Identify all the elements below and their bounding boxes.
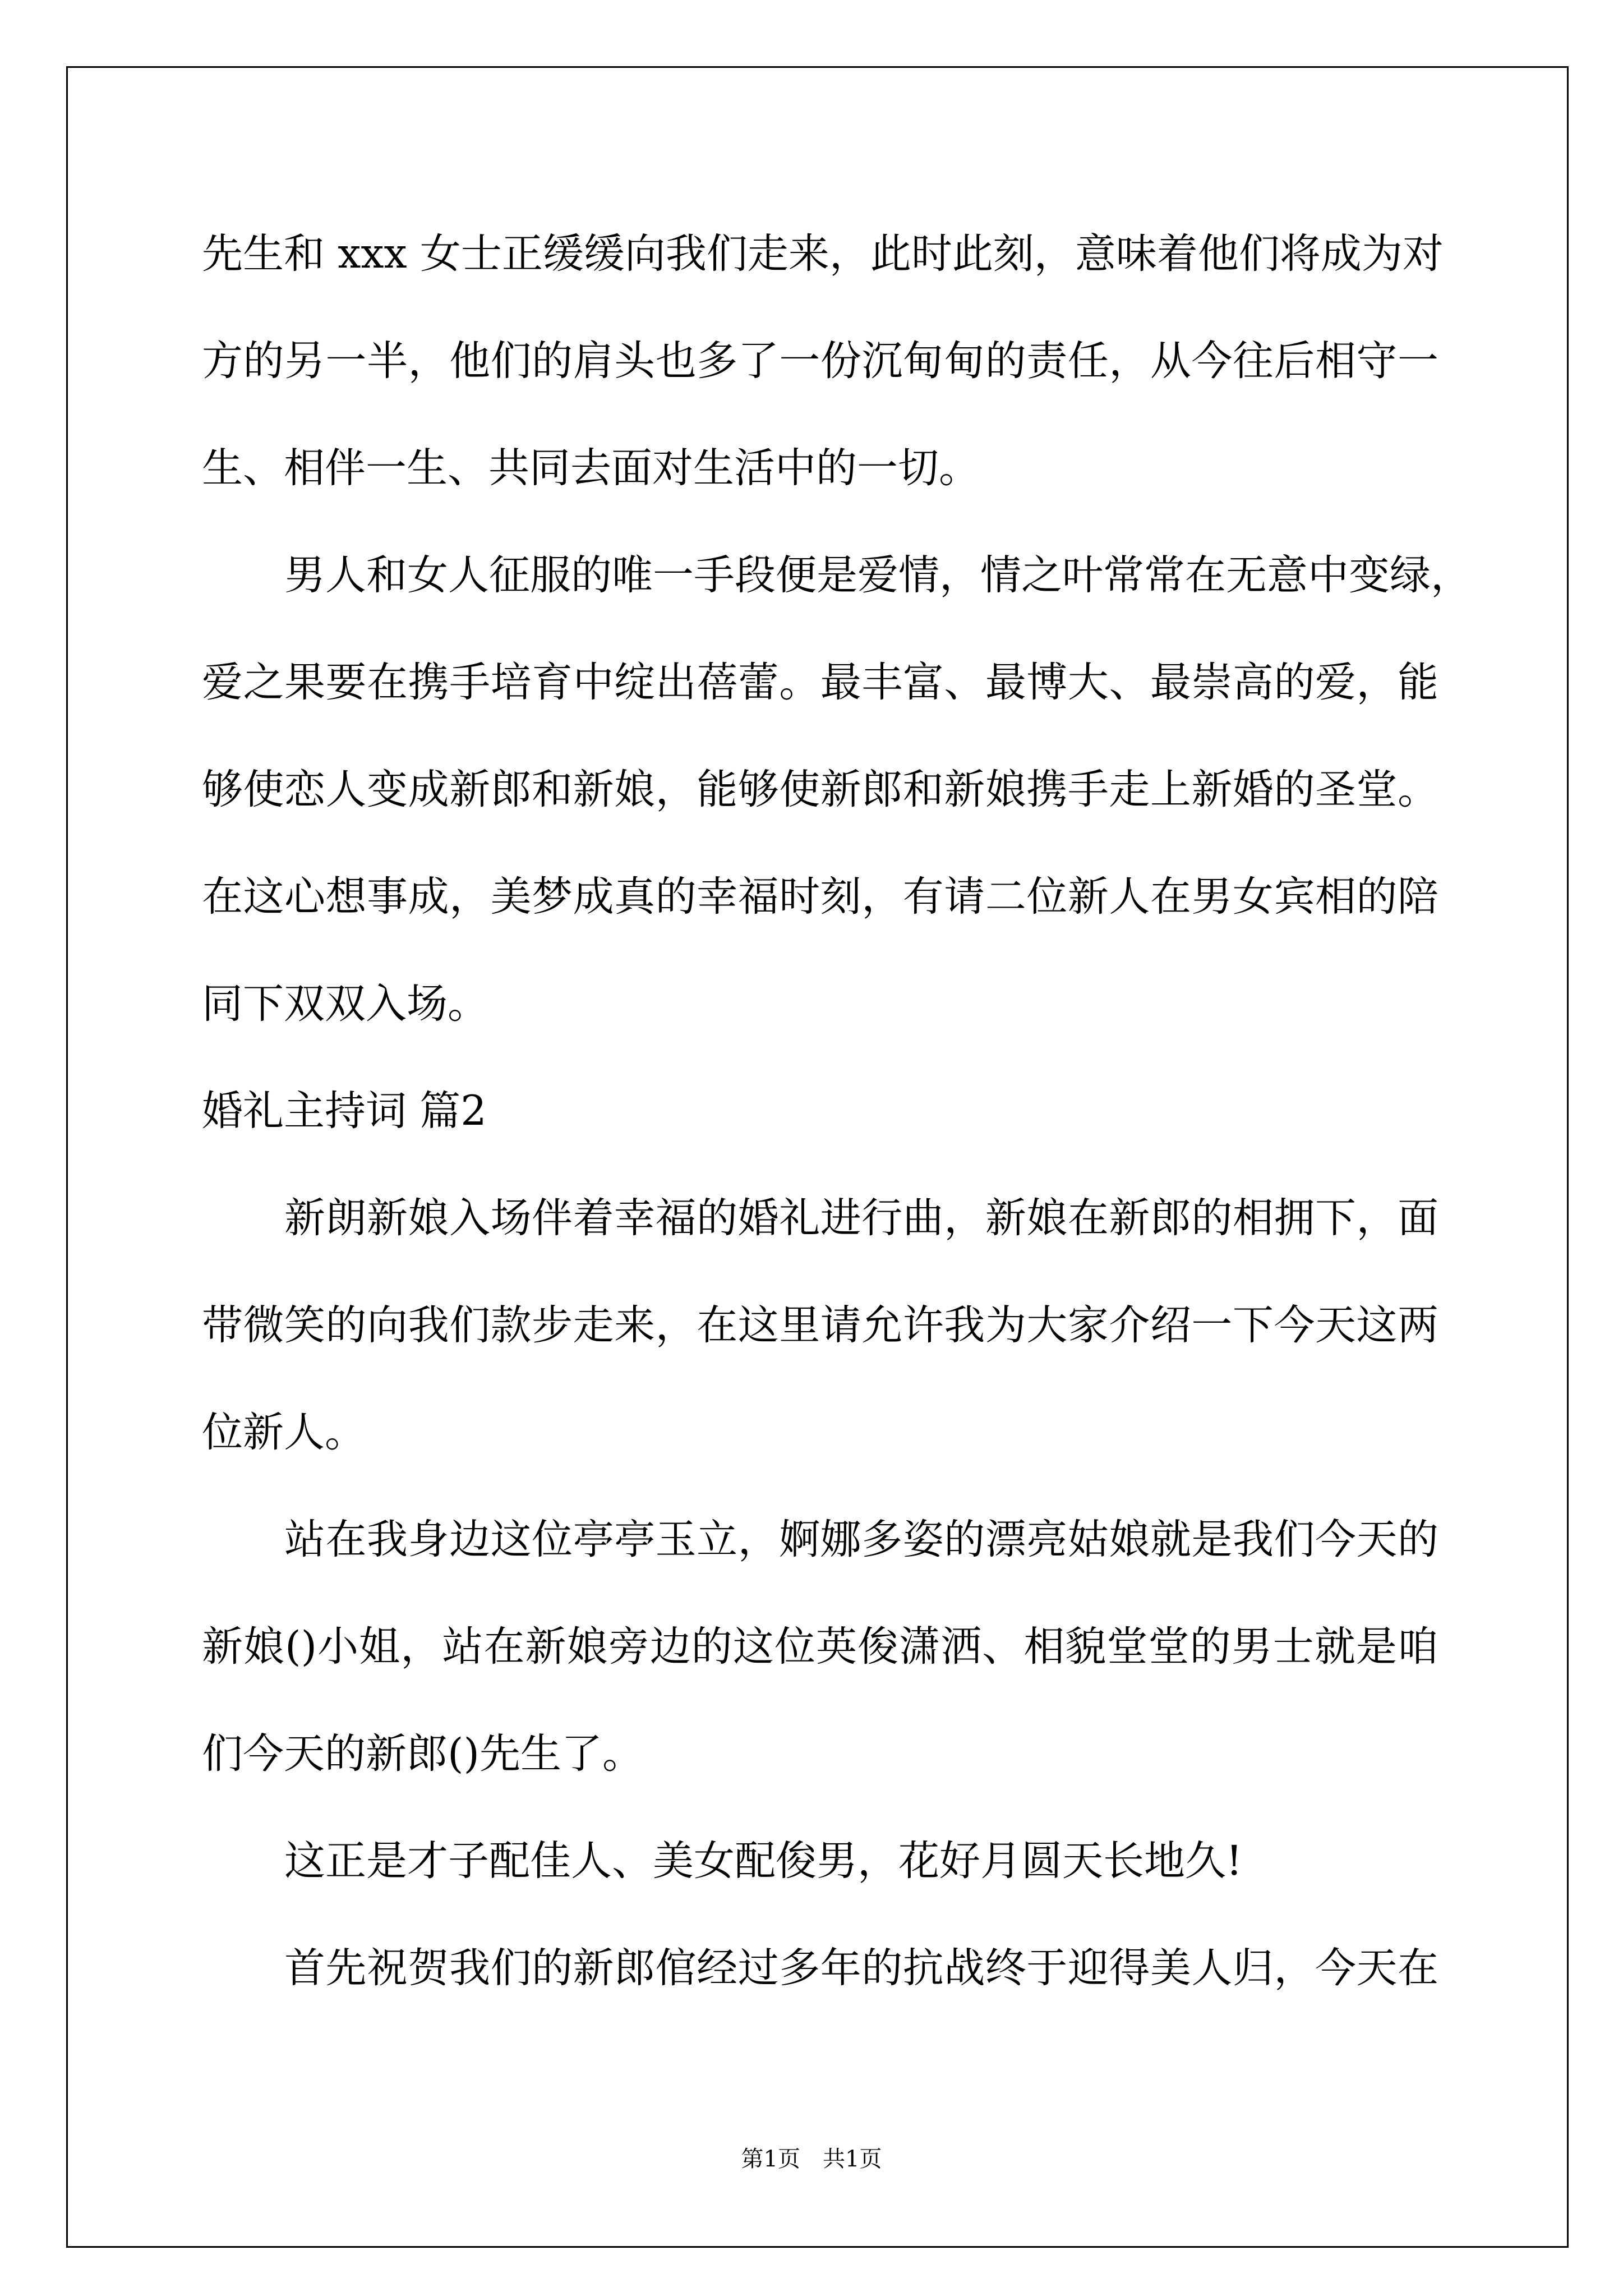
text-line: 在这心想事成，美梦成真的幸福时刻，有请二位新人在男女宾相的陪 [202,873,1438,921]
text-line: 位新人。 [202,1409,366,1456]
text-line: 新娘()小姐，站在新娘旁边的这位英俊潇洒、相貌堂堂的男士就是咱 [202,1623,1438,1671]
paragraph [202,200,1444,522]
paragraph [202,1165,1438,1486]
text-line: 新朗新娘入场伴着幸福的婚礼进行曲，新娘在新郎的相拥下，面 [284,1194,1438,1242]
paragraph [202,522,1472,1057]
document-body [202,200,1472,2022]
paragraph [202,1915,1438,2022]
text-line: 首先祝贺我们的新郎倌经过多年的抗战终于迎得美人归，今天在 [284,1944,1438,1992]
text-line: 同下双双入场。 [202,980,488,1028]
section-heading: 婚礼主持词 篇2 [202,1087,487,1135]
paragraph [202,1486,1438,1807]
text-line: 带微笑的向我们款步走来，在这里请允许我为大家介绍一下今天这两 [202,1301,1438,1349]
text-line: 生、相伴一生、共同去面对生活中的一切。 [202,444,980,492]
text-line: 男人和女人征服的唯一手段便是爱情，情之叶常常在无意中变绿， [284,551,1472,599]
page-number-footer: 第1页 共1页 [741,2146,882,2172]
text-line: 先生和 xxx 女士正缓缓向我们走来，此时此刻，意味着他们将成为对 [202,230,1444,278]
paragraph [202,1807,1438,1915]
text-line: 爱之果要在携手培育中绽出蓓蕾。最丰富、最博大、最崇高的爱，能 [202,659,1438,706]
text-line: 站在我身边这位亭亭玉立，婀娜多姿的漂亮姑娘就是我们今天的 [284,1516,1438,1563]
text-line: 方的另一半，他们的肩头也多了一份沉甸甸的责任，从今往后相守一 [202,337,1438,385]
text-line: 这正是才子配佳人、美女配俊男，花好月圆天长地久! [284,1837,1243,1885]
text-line: 们今天的新郎()先生了。 [202,1730,643,1778]
text-line: 够使恋人变成新郎和新娘，能够使新郎和新娘携手走上新婚的圣堂。 [202,766,1438,813]
